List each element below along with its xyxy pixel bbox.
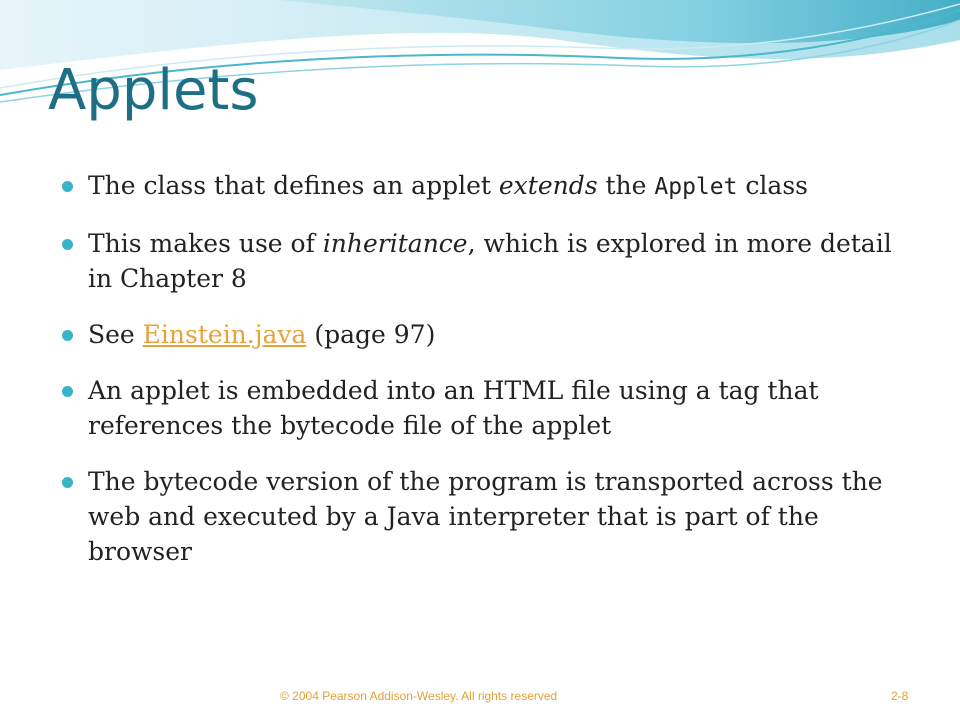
bullet-dot-icon	[62, 477, 73, 488]
bullet-item-einstein	[62, 317, 902, 352]
bullet-text: This makes use of	[88, 229, 323, 258]
bullet-dot-icon	[62, 181, 73, 192]
bullet-item-inheritance	[62, 226, 902, 296]
einstein-java-link[interactable]: Einstein.java	[142, 320, 307, 349]
bullet-dot-icon	[62, 239, 73, 250]
bullet-text: See	[88, 320, 143, 349]
bullet-item-bytecode	[62, 464, 902, 569]
bullet-item-embedded	[62, 373, 902, 443]
bullet-text: The class that defines an applet	[88, 171, 499, 200]
code-applet: Applet	[654, 174, 738, 200]
slide-title: Applets	[48, 58, 259, 123]
bullet-text: An applet is embedded into an HTML file using a tag that references the bytecode file of the applet	[88, 376, 819, 440]
bullet-text: The bytecode version of the program is transported across the web and executed by a Java interpreter that is part of the browser	[88, 467, 883, 566]
bullet-list	[62, 168, 902, 590]
bullet-item-extends	[62, 168, 902, 205]
bullet-dot-icon	[62, 330, 73, 341]
bullet-emphasis: extends	[498, 171, 598, 200]
bullet-emphasis: inheritance	[322, 229, 468, 258]
bullet-text: , which is explored in more detail in Chapter 8	[88, 229, 892, 293]
bullet-dot-icon	[62, 386, 73, 397]
bullet-text: class	[737, 171, 808, 200]
copyright-footer: © 2004 Pearson Addison-Wesley. All rights reserved	[280, 689, 558, 703]
bullet-text: (page 97)	[306, 320, 436, 349]
page-number: 2-8	[891, 689, 909, 703]
bullet-text: the	[597, 171, 655, 200]
